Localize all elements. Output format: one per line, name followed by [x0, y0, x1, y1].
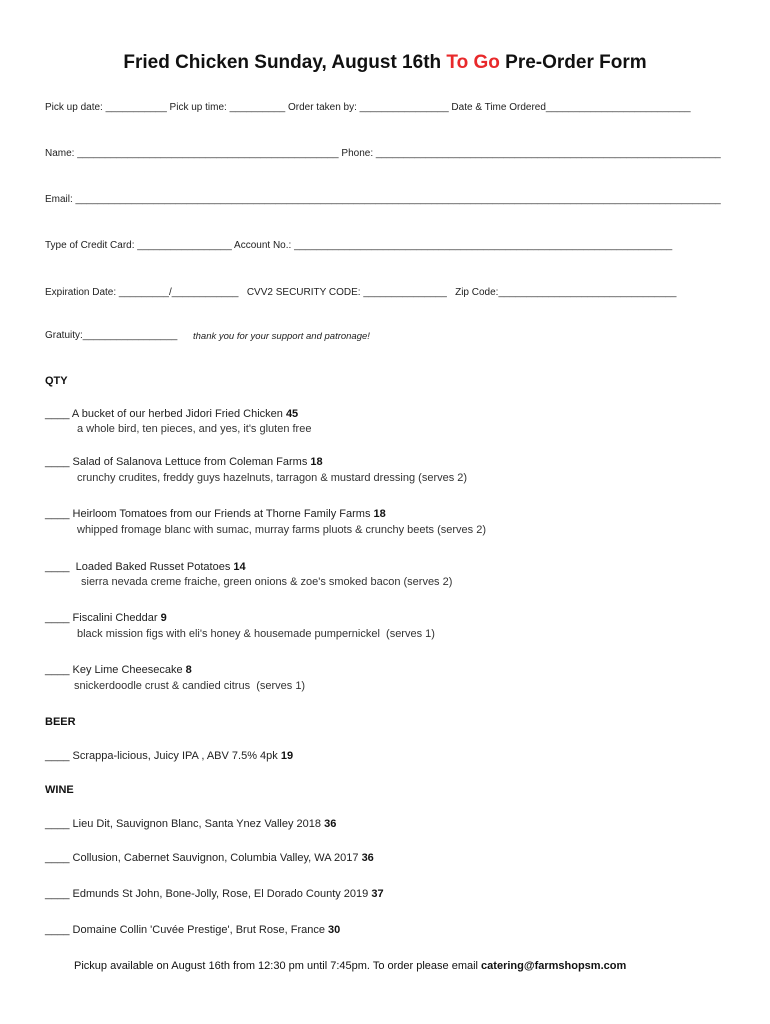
item-description: crunchy crudites, freddy guys hazelnuts, tarragon & mustard dressing (serves 2) — [77, 472, 468, 484]
item-name: Lieu Dit, Sauvignon Blanc, Santa Ynez Valley 2018 — [69, 818, 325, 830]
beer-heading: BEER — [45, 716, 76, 728]
wine-item-edmunds[interactable] — [45, 888, 384, 900]
qty-blank[interactable]: ____ — [45, 852, 70, 864]
menu-item-cheesecake[interactable] — [45, 664, 192, 676]
item-price: 37 — [371, 888, 384, 900]
footer-text: Pickup available on August 16th from 12:30 pm until 7:45pm. To order please email — [74, 960, 482, 972]
item-price: 30 — [328, 924, 341, 936]
credit-card-row[interactable]: Type of Credit Card: _________________ Account No.: ____________________________________________________________________ — [45, 240, 673, 251]
item-name: Collusion, Cabernet Sauvignon, Columbia Valley, WA 2017 — [69, 852, 362, 864]
item-name: Domaine Collin 'Cuvée Prestige', Brut Rose, France — [69, 924, 329, 936]
menu-item-potatoes[interactable] — [45, 561, 246, 573]
item-price: 9 — [160, 612, 167, 624]
item-name: Scrappa-licious, Juicy IPA , ABV 7.5% 4pk — [69, 750, 281, 762]
email-row[interactable]: Email: ____________________________________________________________________________________________________________________ — [45, 194, 721, 205]
item-name: Heirloom Tomatoes from our Friends at Thorne Family Farms — [69, 508, 374, 520]
wine-heading: WINE — [45, 784, 74, 796]
qty-heading: QTY — [45, 375, 68, 387]
qty-blank[interactable]: ____ — [45, 664, 70, 676]
wine-item-collusion[interactable] — [45, 852, 374, 864]
menu-item-chicken[interactable] — [45, 408, 298, 420]
qty-blank[interactable]: ____ — [45, 818, 70, 830]
pickup-footer — [74, 960, 626, 972]
qty-blank[interactable]: ____ — [45, 456, 70, 468]
item-price: 8 — [185, 664, 192, 676]
beer-item-ipa[interactable] — [45, 750, 293, 762]
item-price: 36 — [361, 852, 374, 864]
item-price: 36 — [324, 818, 337, 830]
form-title — [0, 52, 770, 74]
item-description: a whole bird, ten pieces, and yes, it's gluten free — [77, 423, 312, 435]
name-phone-row[interactable]: Name: _______________________________________________ Phone: ______________________________________________________________ — [45, 148, 721, 159]
thank-you-note: thank you for your support and patronage! — [193, 331, 370, 342]
item-description: snickerdoodle crust & candied citrus (serves 1) — [74, 680, 306, 692]
item-description: whipped fromage blanc with sumac, murray farms pluots & crunchy beets (serves 2) — [77, 524, 486, 536]
wine-item-lieu-dit[interactable] — [45, 818, 336, 830]
expiration-row[interactable]: Expiration Date: _________/____________ CVV2 SECURITY CODE: _______________ Zip Code:________________________________ — [45, 287, 677, 298]
wine-item-domaine-collin[interactable] — [45, 924, 340, 936]
item-price: 19 — [280, 750, 294, 762]
item-price: 18 — [373, 508, 386, 520]
title-suffix: Pre-Order Form — [499, 52, 647, 73]
title-highlight: To Go — [446, 52, 500, 73]
item-description: sierra nevada creme fraiche, green onions & zoe's smoked bacon (serves 2) — [81, 576, 453, 588]
item-name: Loaded Baked Russet Potatoes — [69, 561, 234, 573]
order-email-link[interactable]: catering@farmshopsm.com — [481, 960, 627, 972]
qty-blank[interactable]: ____ — [45, 924, 70, 936]
item-price: 18 — [310, 456, 323, 468]
title-prefix: Fried Chicken Sunday, August 16th — [123, 52, 447, 73]
pickup-info-row[interactable]: Pick up date: ___________ Pick up time: __________ Order taken by: ________________ Date & Time Ordered__________________________ — [45, 102, 691, 113]
menu-item-cheddar[interactable] — [45, 612, 167, 624]
item-price: 14 — [233, 561, 246, 573]
item-name: Key Lime Cheesecake — [69, 664, 186, 676]
qty-blank[interactable]: ____ — [45, 408, 70, 420]
item-name: A bucket of our herbed Jidori Fried Chicken — [69, 408, 286, 420]
qty-blank[interactable]: ____ — [45, 612, 70, 624]
item-name: Edmunds St John, Bone-Jolly, Rose, El Dorado County 2019 — [69, 888, 372, 900]
qty-blank[interactable]: ____ — [45, 508, 70, 520]
menu-item-tomatoes[interactable] — [45, 508, 386, 520]
item-name: Salad of Salanova Lettuce from Coleman Farms — [69, 456, 311, 468]
item-price: 45 — [285, 408, 299, 420]
qty-blank[interactable]: ____ — [45, 750, 70, 762]
qty-blank[interactable]: ____ — [45, 888, 70, 900]
menu-item-salad[interactable] — [45, 456, 323, 468]
item-description: black mission figs with eli's honey & housemade pumpernickel (serves 1) — [77, 628, 435, 640]
gratuity-field[interactable]: Gratuity:_________________ — [45, 330, 178, 341]
item-name: Fiscalini Cheddar — [69, 612, 161, 624]
qty-blank[interactable]: ____ — [45, 561, 70, 573]
